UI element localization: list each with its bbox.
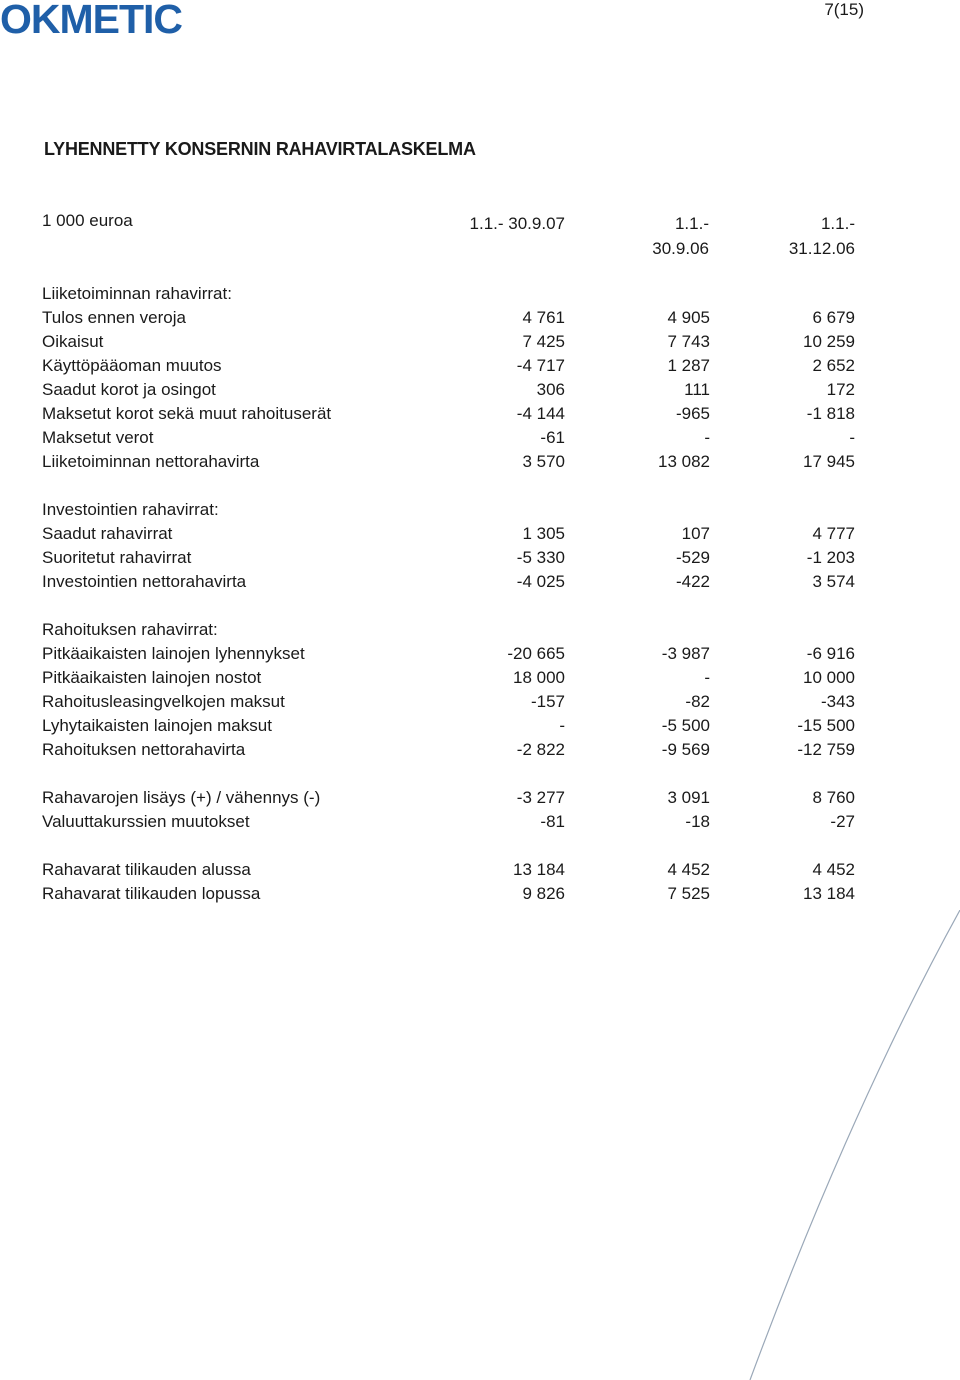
table-row — [42, 666, 862, 690]
table-row — [42, 402, 862, 426]
row-label: Rahavarat tilikauden lopussa — [42, 884, 261, 903]
row-label: Saadut rahavirrat — [42, 524, 173, 543]
row-value-col1: 13 184 — [513, 860, 565, 879]
table-spacer — [42, 762, 862, 786]
row-value-col2: -9 569 — [661, 740, 710, 759]
row-label: Lyhytaikaisten lainojen maksut — [42, 716, 272, 735]
row-value-col1: -81 — [540, 812, 565, 831]
row-value-col2: 1 287 — [667, 356, 710, 375]
row-value-col3: 6 679 — [812, 308, 855, 327]
row-value-col1: -157 — [530, 692, 565, 711]
table-row — [42, 786, 862, 810]
row-value-col3: 13 184 — [803, 884, 855, 903]
row-value-col1: -5 330 — [516, 548, 565, 567]
row-value-col1: -4 717 — [516, 356, 565, 375]
row-value-col3: 10 259 — [803, 332, 855, 351]
row-value-col2: 4 452 — [667, 860, 710, 879]
table-row — [42, 738, 862, 762]
row-value-col3: 3 574 — [812, 572, 855, 591]
page-number: 7(15) — [824, 0, 864, 19]
row-value-col3: 4 452 — [812, 860, 855, 879]
row-value-col2: -3 987 — [661, 644, 710, 663]
row-value-col1: -4 025 — [516, 572, 565, 591]
table-row — [42, 570, 862, 594]
row-value-col3: 4 777 — [812, 524, 855, 543]
row-value-col3: -343 — [820, 692, 855, 711]
table-row — [42, 858, 862, 882]
row-value-col3: -27 — [830, 812, 855, 831]
row-value-col3: -1 818 — [806, 404, 855, 423]
cashflow-table — [42, 282, 862, 906]
table-row — [42, 378, 862, 402]
table-row — [42, 714, 862, 738]
row-value-col1: 306 — [536, 380, 565, 399]
row-value-col2: 111 — [684, 380, 710, 399]
column-header-2-line1: 1.1.- — [674, 214, 709, 233]
row-label: Suoritetut rahavirrat — [42, 548, 192, 567]
row-value-col2: -18 — [685, 812, 710, 831]
row-value-col3: -1 203 — [806, 548, 855, 567]
column-header-3-line1: 1.1.- — [820, 214, 855, 233]
row-value-col2: 107 — [681, 524, 710, 543]
row-label: Rahoituksen rahavirrat: — [42, 620, 218, 639]
row-label: Oikaisut — [42, 332, 104, 351]
company-logo — [0, 0, 200, 40]
row-value-col1: -4 144 — [516, 404, 565, 423]
table-row — [42, 426, 862, 450]
row-value-col2: 3 091 — [667, 788, 710, 807]
row-value-col3: - — [849, 428, 855, 447]
row-value-col2: -5 500 — [661, 716, 710, 735]
row-value-col2: 13 082 — [658, 452, 710, 471]
row-label: Saadut korot ja osingot — [42, 380, 216, 399]
row-value-col3: 8 760 — [812, 788, 855, 807]
table-row — [42, 498, 862, 522]
table-row — [42, 690, 862, 714]
svg-text:OKMETIC: OKMETIC — [0, 0, 183, 40]
row-value-col1: 7 425 — [522, 332, 565, 351]
row-label: Käyttöpääoman muutos — [42, 356, 222, 375]
row-value-col3: 10 000 — [803, 668, 855, 687]
row-label: Rahavarojen lisäys (+) / vähennys (-) — [42, 788, 321, 807]
row-value-col1: - — [559, 716, 565, 735]
row-value-col1: -3 277 — [516, 788, 565, 807]
row-value-col1: 1 305 — [522, 524, 565, 543]
column-header-3 — [755, 211, 855, 261]
row-label: Valuuttakurssien muutokset — [42, 812, 250, 831]
table-row — [42, 522, 862, 546]
row-value-col2: -529 — [675, 548, 710, 567]
row-value-col2: 7 525 — [667, 884, 710, 903]
row-value-col1: -20 665 — [507, 644, 565, 663]
row-value-col2: 7 743 — [667, 332, 710, 351]
row-value-col3: 2 652 — [812, 356, 855, 375]
row-label: Pitkäaikaisten lainojen nostot — [42, 668, 262, 687]
row-value-col1: 4 761 — [522, 308, 565, 327]
row-label: Pitkäaikaisten lainojen lyhennykset — [42, 644, 305, 663]
row-value-col3: -6 916 — [806, 644, 855, 663]
row-label: Rahavarat tilikauden alussa — [42, 860, 251, 879]
row-value-col2: -82 — [685, 692, 710, 711]
column-header-1-line1: 1.1.- 30.9.07 — [469, 214, 565, 233]
column-header-2 — [609, 211, 709, 261]
decorative-corner-line — [710, 910, 960, 1380]
row-label: Liiketoiminnan nettorahavirta — [42, 452, 260, 471]
row-value-col1: -2 822 — [516, 740, 565, 759]
row-label: Maksetut verot — [42, 428, 154, 447]
table-spacer — [42, 834, 862, 858]
table-row — [42, 882, 862, 906]
table-row — [42, 330, 862, 354]
document-title: LYHENNETTY KONSERNIN RAHAVIRTALASKELMA — [44, 139, 476, 159]
row-value-col1: -61 — [540, 428, 565, 447]
row-value-col2: -965 — [675, 404, 710, 423]
row-value-col1: 3 570 — [522, 452, 565, 471]
table-spacer — [42, 594, 862, 618]
column-header-2-line2: 30.9.06 — [652, 239, 709, 258]
row-value-col3: 17 945 — [803, 452, 855, 471]
table-row — [42, 618, 862, 642]
column-header-1 — [405, 211, 565, 236]
table-row — [42, 546, 862, 570]
table-row — [42, 306, 862, 330]
table-row — [42, 354, 862, 378]
row-value-col2: -422 — [675, 572, 710, 591]
row-label: Rahoitusleasingvelkojen maksut — [42, 692, 285, 711]
unit-label: 1 000 euroa — [42, 211, 133, 230]
table-spacer — [42, 474, 862, 498]
row-value-col1: 18 000 — [513, 668, 565, 687]
table-row — [42, 450, 862, 474]
okmetic-logo-icon — [0, 0, 200, 40]
row-value-col1: 9 826 — [522, 884, 565, 903]
row-value-col2: 4 905 — [667, 308, 710, 327]
row-label: Investointien nettorahavirta — [42, 572, 247, 591]
table-row — [42, 642, 862, 666]
row-value-col2: - — [704, 668, 710, 687]
row-label: Tulos ennen veroja — [42, 308, 186, 327]
column-header-3-line2: 31.12.06 — [788, 239, 855, 258]
row-label: Rahoituksen nettorahavirta — [42, 740, 246, 759]
row-value-col3: -12 759 — [797, 740, 855, 759]
row-value-col3: -15 500 — [797, 716, 855, 735]
row-label: Investointien rahavirrat: — [42, 500, 219, 519]
row-label: Liiketoiminnan rahavirrat: — [42, 284, 232, 303]
row-value-col3: 172 — [826, 380, 855, 399]
row-value-col2: - — [704, 428, 710, 447]
table-row — [42, 282, 862, 306]
table-row — [42, 810, 862, 834]
row-label: Maksetut korot sekä muut rahoituserät — [42, 404, 332, 423]
